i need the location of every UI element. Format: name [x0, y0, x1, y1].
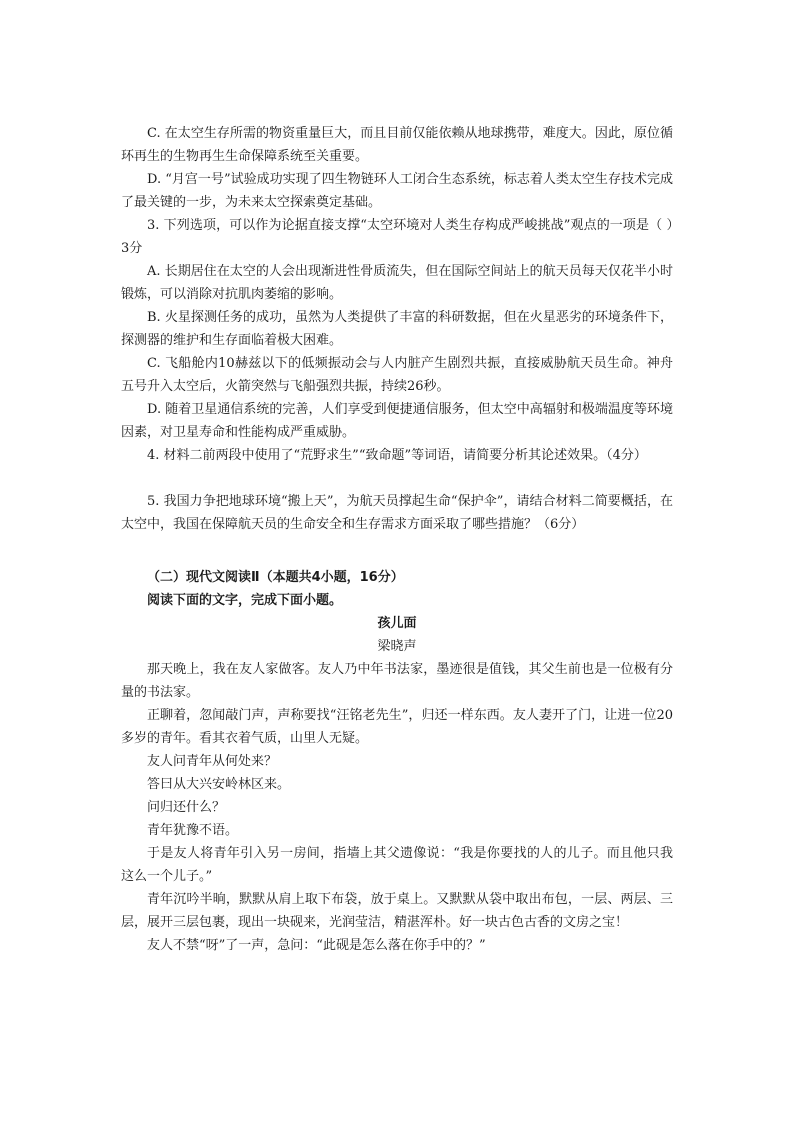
page-content [121, 122, 673, 957]
story-paragraph: 答曰从大兴安岭林区来。 [147, 777, 291, 792]
question-4: 4. 材料二前两段中使用了“荒野求生”“致命题”等词语，请简要分析其论述效果。（4分） [147, 448, 647, 463]
option-d-prev: D. “月宫一号”试验成功实现了四生物链环人工闭合生态系统，标志着人类太空生存技术完成了最关键的一步，为未来太空探索奠定基础。 [121, 172, 673, 210]
question-3-option-b: B. 火星探测任务的成功，虽然为人类提供了丰富的科研数据，但在火星恶劣的环境条件下，探测器的维护和生存面临着极大困难。 [121, 310, 673, 348]
story-paragraph: 友人不禁“呀”了一声，急问：“此砚是怎么落在你手中的？” [147, 938, 486, 953]
question-3-option-a: A. 长期居住在太空的人会出现渐进性骨质流失，但在国际空间站上的航天员每天仅花半小时锻炼，可以消除对抗肌肉萎缩的影响。 [121, 264, 673, 302]
story-paragraph: 青年沉吟半晌，默默从肩上取下布袋，放于桌上。又默默从袋中取出布包，一层、两层、三层，展开三层包裹，现出一块砚来，光润莹洁，精湛浑朴。好一块古色古香的文房之宝！ [121, 892, 673, 930]
story-paragraph: 那天晚上，我在友人家做客。友人乃中年书法家，墨迹很是值钱，其父生前也是一位极有分量的书法家。 [121, 662, 673, 700]
section-instruction: 阅读下面的文字，完成下面小题。 [147, 593, 343, 608]
question-3-option-c: C. 飞船舱内10赫兹以下的低频振动会与人内脏产生剧烈共振，直接威胁航天员生命。神舟五号升入太空后，火箭突然与飞船强烈共振，持续26秒。 [121, 356, 673, 394]
question-3-stem: 3. 下列选项，可以作为论据直接支撑“太空环境对人类生存构成严峻挑战”观点的一项是（ ）3分 [121, 218, 673, 256]
story-title: 孩儿面 [377, 616, 417, 631]
story-paragraph: 正聊着，忽闻敲门声，声称要找“汪铭老先生”，归还一样东西。友人妻开了门，让进一位20多岁的青年。看其衣着气质，山里人无疑。 [121, 708, 673, 746]
question-3-option-d: D. 随着卫星通信系统的完善，人们享受到便捷通信服务，但太空中高辐射和极端温度等环境因素，对卫星寿命和性能构成严重威胁。 [121, 402, 673, 440]
story-paragraph: 友人问青年从何处来？ [147, 754, 278, 769]
option-c-prev: C. 在太空生存所需的物资重量巨大，而且目前仅能依赖从地球携带，难度大。因此，原位循环再生的生物再生生命保障系统至关重要。 [121, 126, 673, 164]
story-author: 梁晓声 [377, 639, 417, 654]
question-5: 5. 我国力争把地球环境“搬上天”，为航天员撑起生命“保护伞”，请结合材料二简要概括，在太空中，我国在保障航天员的生命安全和生存需求方面采取了哪些措施？（6分） [121, 494, 673, 532]
story-paragraph: 问归还什么？ [147, 800, 226, 815]
story-paragraph: 青年犹豫不语。 [147, 823, 239, 838]
section-heading: （二）现代文阅读Ⅱ（本题共4小题，16分） [147, 570, 404, 585]
story-paragraph: 于是友人将青年引入另一房间，指墙上其父遗像说：“我是你要找的人的儿子。而且他只我这么一个儿子。” [121, 846, 673, 884]
